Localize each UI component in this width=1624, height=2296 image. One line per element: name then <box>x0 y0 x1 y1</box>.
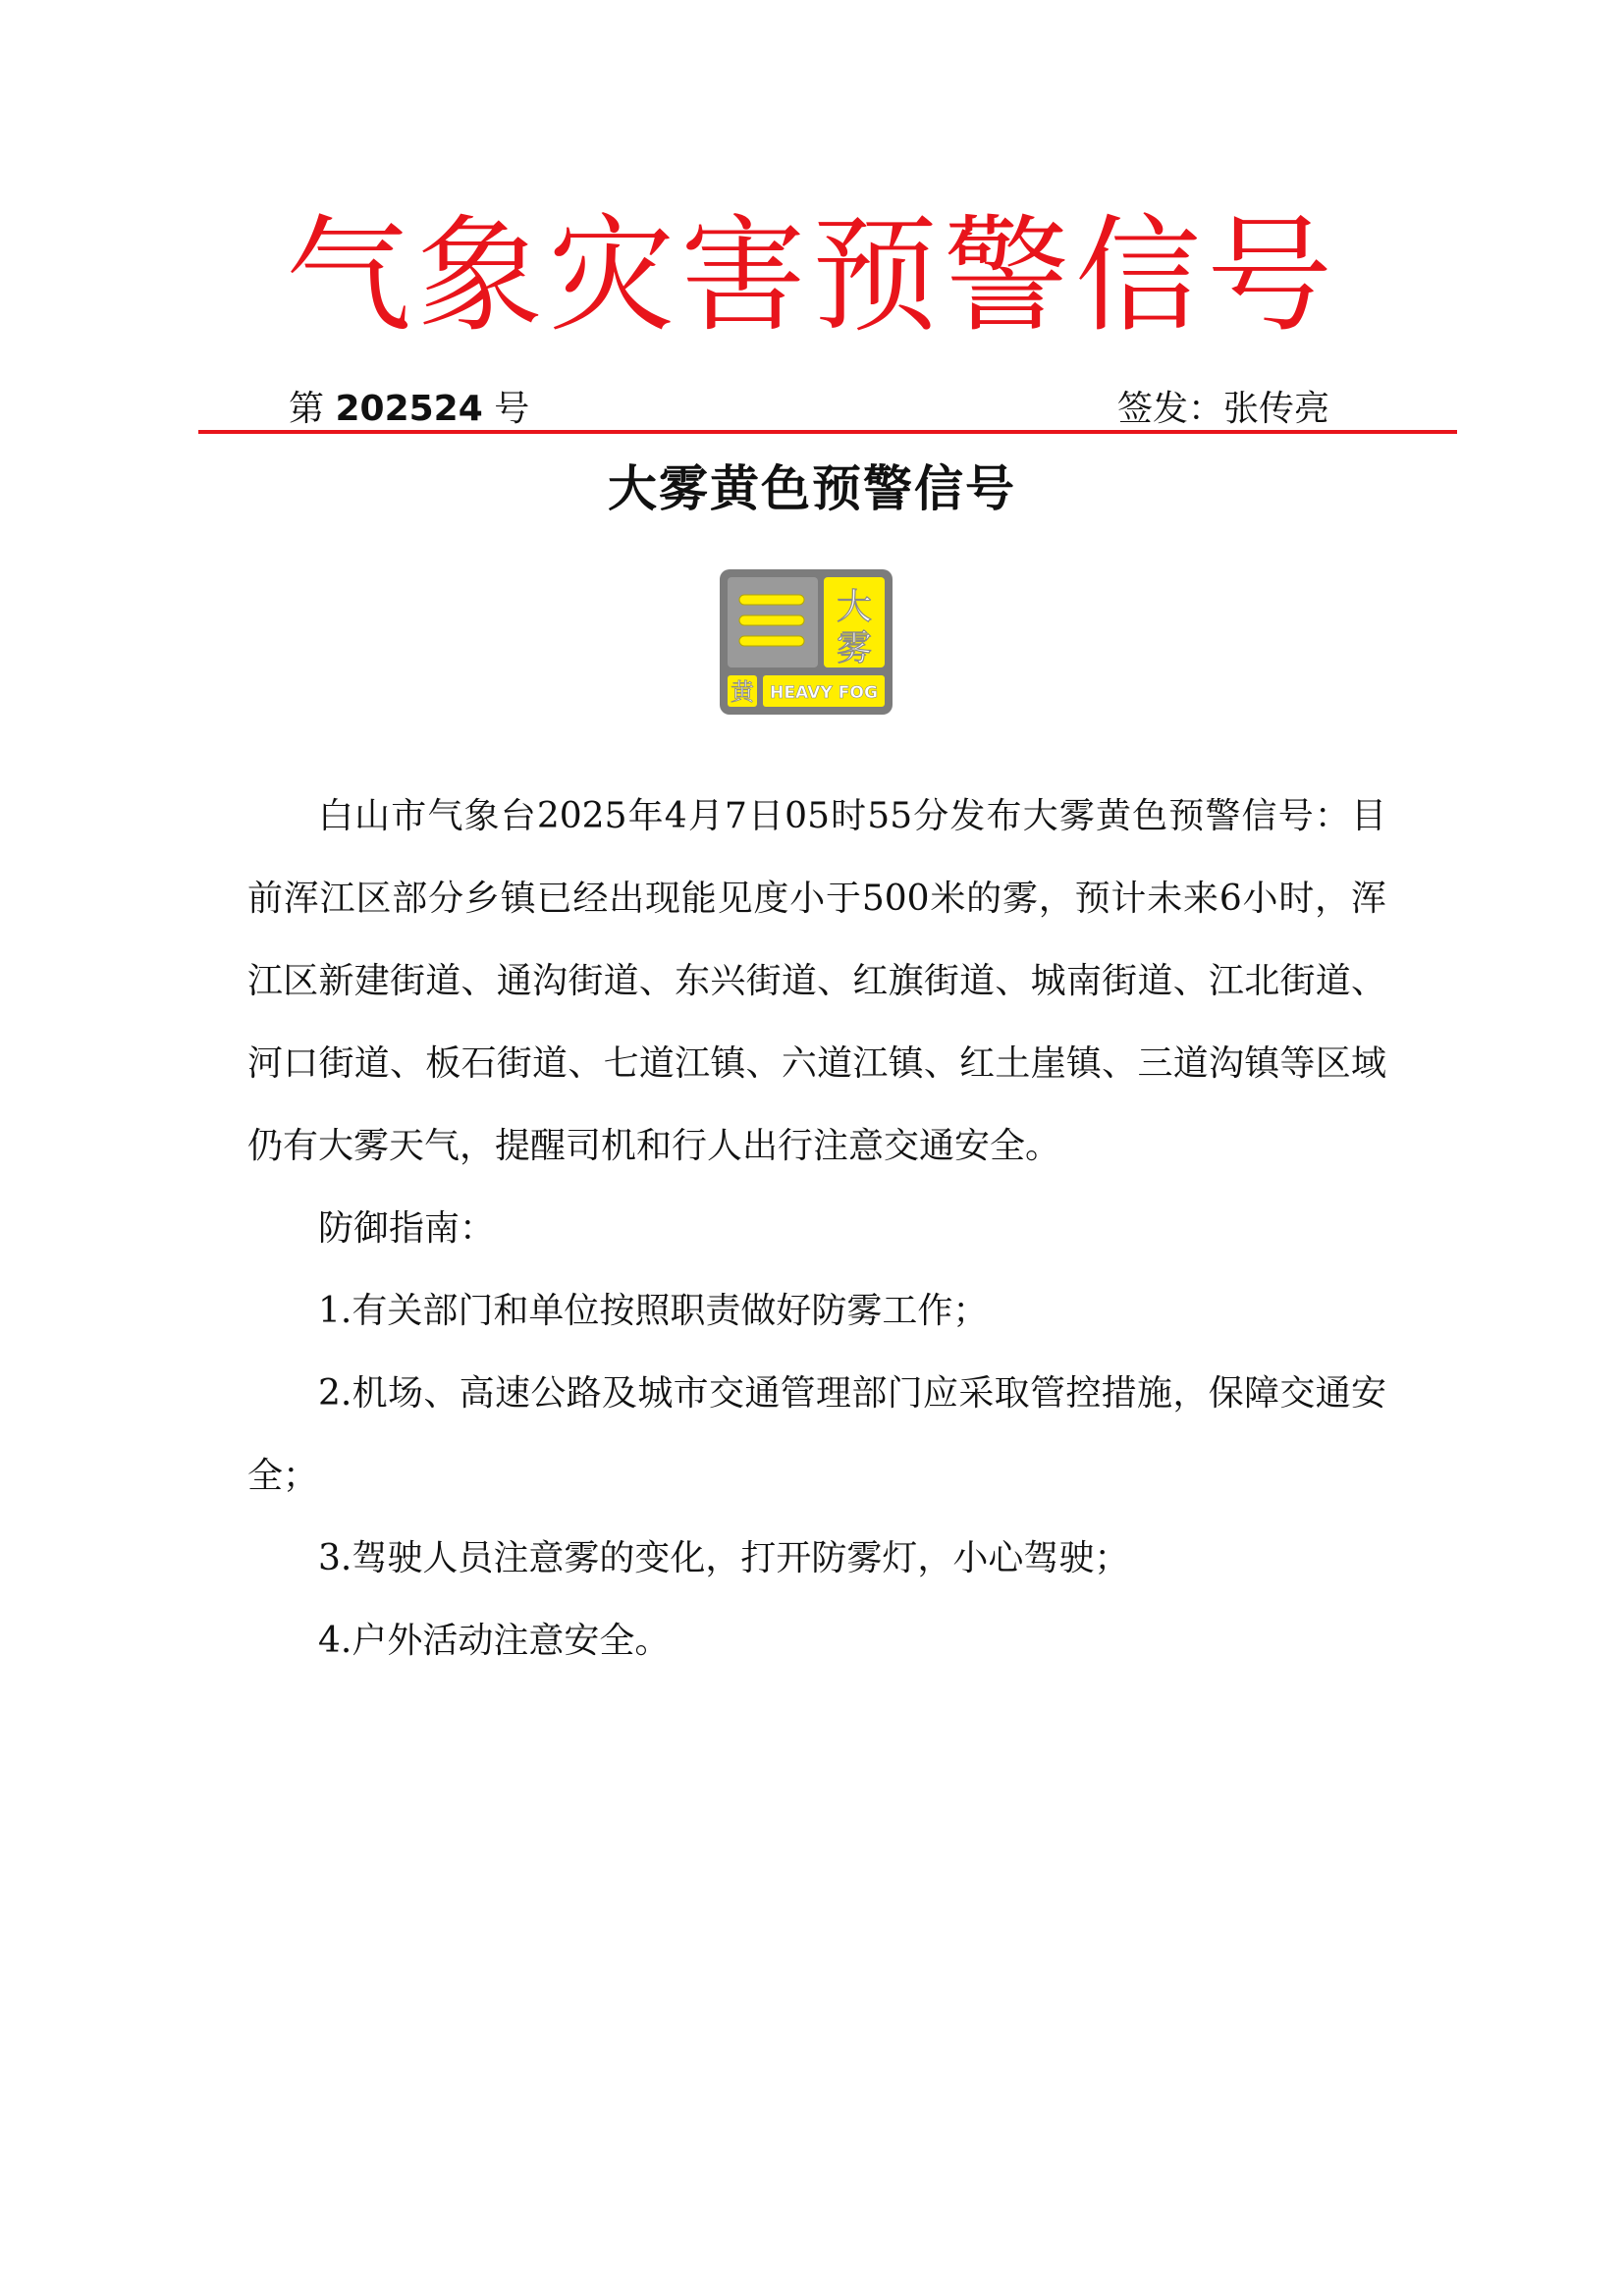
document-number-suffix: 号 <box>494 389 530 429</box>
issuer-signature: 签发：张传亮 <box>1117 389 1330 429</box>
defense-guide-item-2: 2.机场、高速公路及城市交通管理部门应采取管控措施，保障交通安全； <box>247 1373 1386 1496</box>
badge-stripe-2 <box>739 615 804 625</box>
notice-body <box>247 775 1386 1682</box>
document-number-prefix: 第 <box>289 389 325 429</box>
document-number <box>289 385 529 434</box>
fog-yellow-warning-icon <box>718 567 894 717</box>
defense-guide-heading: 防御指南： <box>318 1208 496 1249</box>
badge-english-label: HEAVY FOG <box>770 683 878 703</box>
badge-color-label: 黄 <box>731 678 754 706</box>
badge-stripe-3 <box>739 636 804 646</box>
badge-char-bottom: 雾 <box>836 628 873 668</box>
header-divider <box>198 430 1457 434</box>
signal-title: 大雾黄色预警信号 <box>608 460 1016 517</box>
defense-guide-item-3: 3.驾驶人员注意雾的变化，打开防雾灯，小心驾驶； <box>318 1538 1130 1578</box>
document-number-value: 202524 <box>335 389 483 429</box>
defense-guide-item-1: 1.有关部门和单位按照职责做好防雾工作； <box>318 1291 989 1331</box>
masthead-title: 气象灾害预警信号 <box>285 203 1338 349</box>
defense-guide-item-4: 4.户外活动注意安全。 <box>318 1621 671 1661</box>
badge-stripe-1 <box>739 595 804 605</box>
document-meta-row <box>0 385 1624 434</box>
badge-char-top: 大 <box>836 587 873 627</box>
notice-paragraph: 白山市气象台2025年4月7日05时55分发布大雾黄色预警信号：目前浑江区部分乡镇已经出现能见度小于500米的雾，预计未来6小时，浑江区新建街道、通沟街道、东兴街道、红旗街道、城南街道、江北街道、河口街道、板石街道、七道江镇、六道江镇、红土崖镇、三道沟镇等区域仍有大雾天气，提醒司机和行人出行注意交通安全。 <box>247 796 1386 1166</box>
